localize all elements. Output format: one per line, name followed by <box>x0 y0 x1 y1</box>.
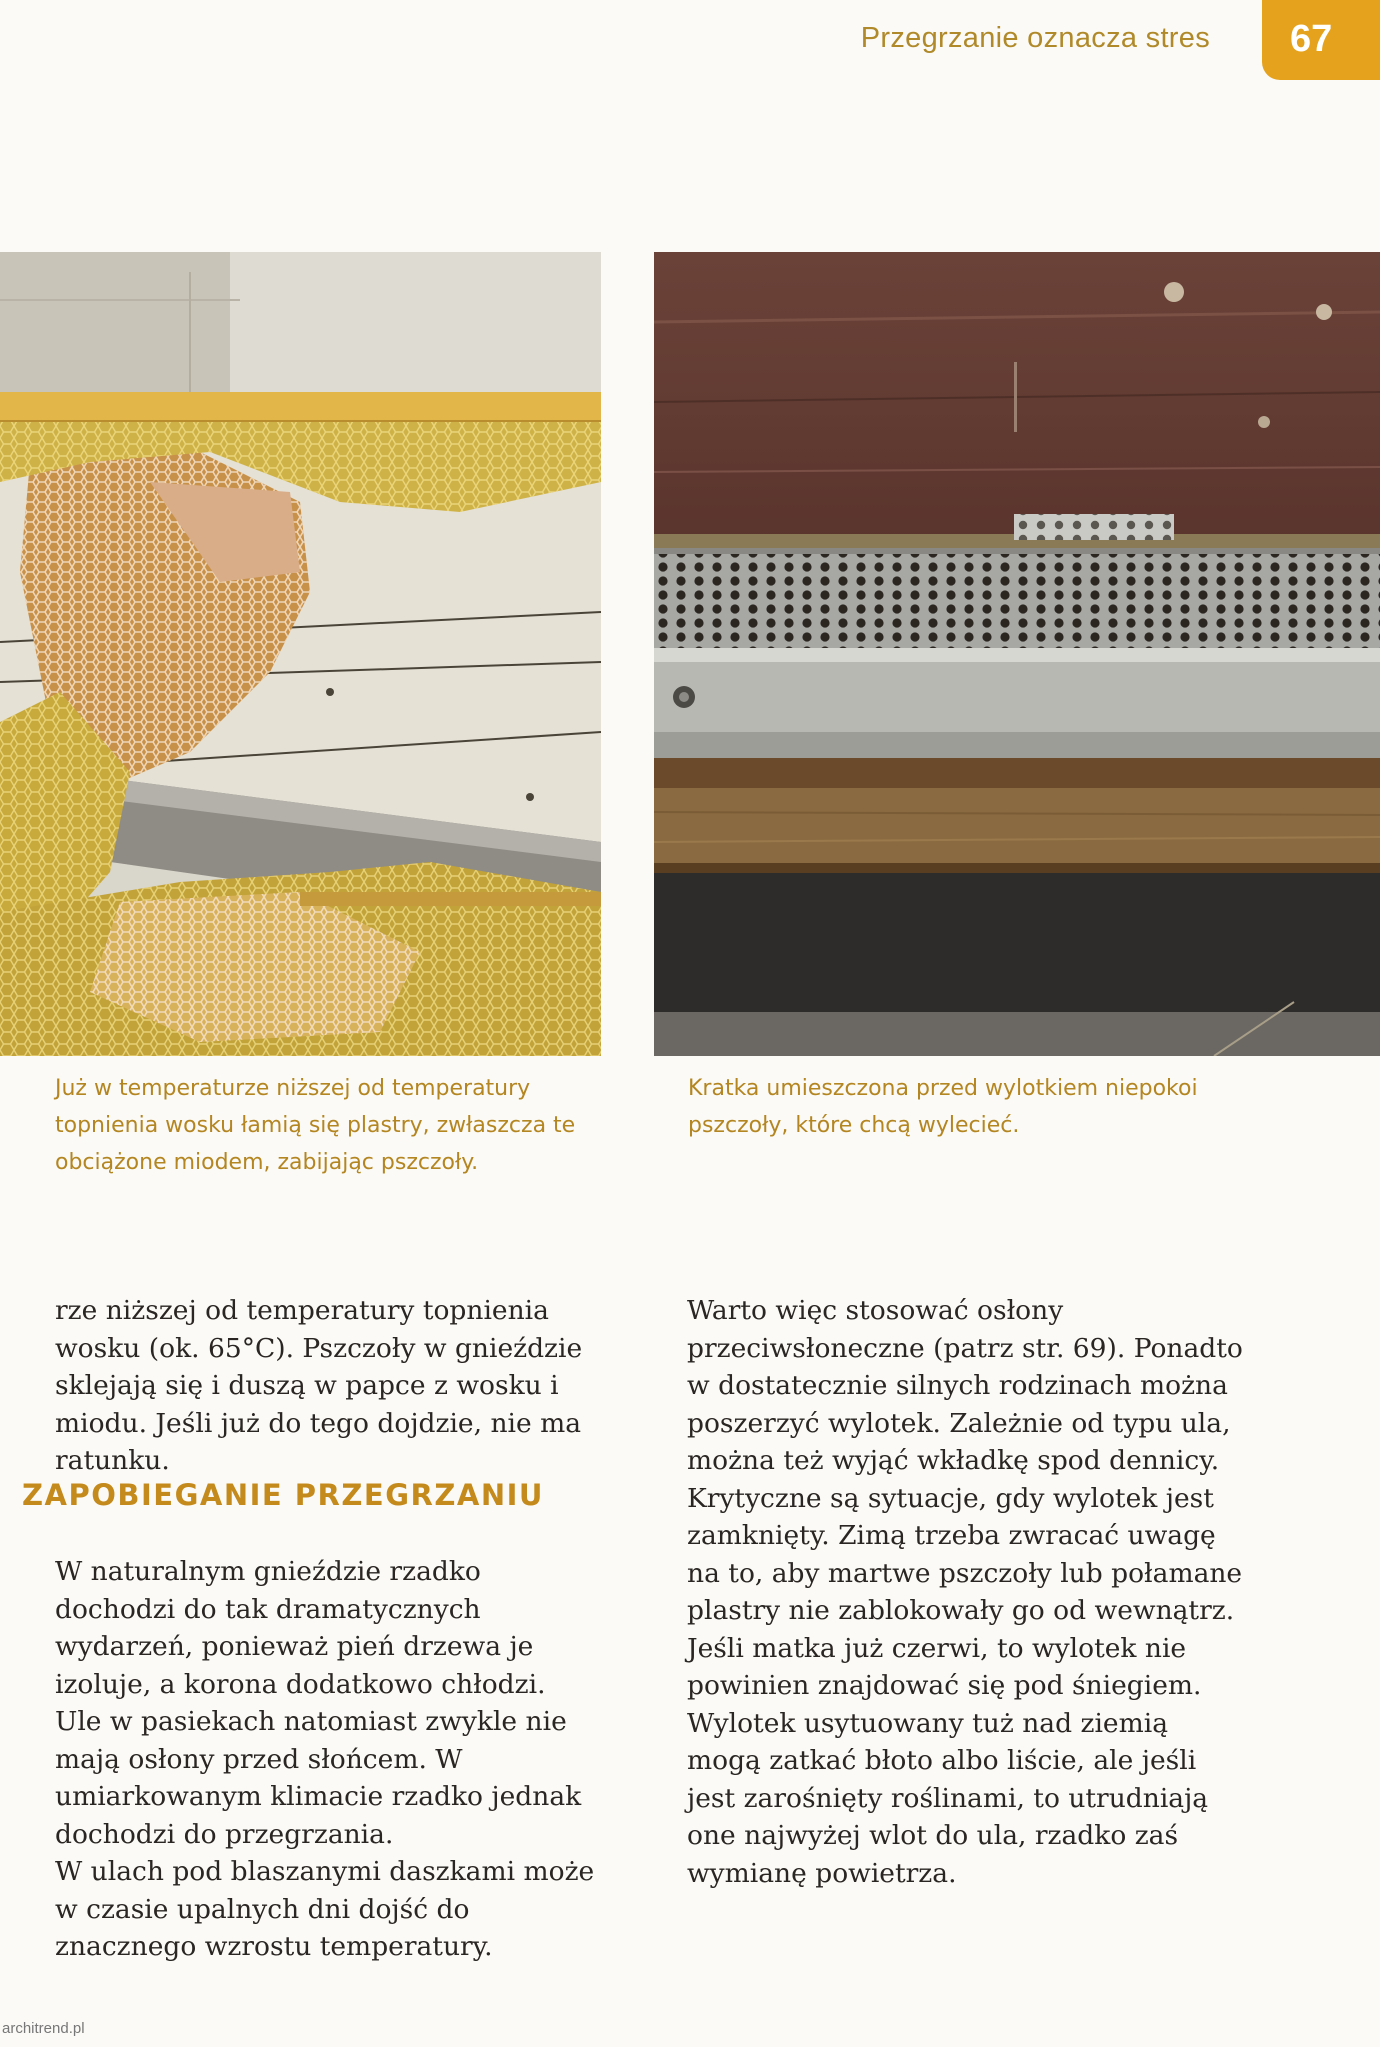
body-column-right <box>687 1292 1247 1892</box>
paragraph-natural-nest: W naturalnym gnieździe rzadko dochodzi do tak dramatycznych wydarzeń, ponieważ pień drzewa je izoluje, a korona dodatkowo chłodzi. Ule w pasiekach natomiast zwykle nie mają osłony przed słońcem. W umiarkowanym klimacie rzadko jednak dochodzi do przegrzania. <box>55 1556 582 1850</box>
page-number: 67 <box>1290 18 1333 60</box>
site-watermark: architrend.pl <box>2 2020 85 2037</box>
figure-caption-right: Kratka umieszczona przed wylotkiem niepokoi pszczoły, które chcą wylecieć. <box>688 1076 1198 1138</box>
photo-broken-honeycomb <box>0 252 601 1056</box>
body-column-left-continuation <box>55 1292 600 1480</box>
paragraph-closed-entrance: Krytyczne są sytuacje, gdy wylotek jest zamknięty. Zimą trzeba zwracać uwagę na to, aby martwe pszczoły lub połamane plastry nie zablokowały go od wewnątrz. Jeśli matka już czerwi, to wylotek nie powinien znajdować się pod śniegiem. Wylotek usytuowany tuż nad ziemią mogą zatkać błoto albo liście, ale jeśli jest zarośnięty roślinami, to utrudniają one najwyżej wlot do ula, rzadko zaś wymianę powietrza. <box>687 1482 1243 1889</box>
paragraph-continuation: rze niższej od temperatury topnienia wosku (ok. 65°C). Pszczoły w gnieździe sklejają się i duszą w papce z wosku i miodu. Jeśli już do tego dojdzie, nie ma ratunku. <box>55 1295 583 1476</box>
paragraph-sun-shields: Warto więc stosować osłony przeciwsłoneczne (patrz str. 69). Ponadto w dostatecznie silnych rodzinach można poszerzyć wylotek. Zależnie od typu ula, można też wyjąć wkładkę spod dennicy. <box>687 1295 1243 1476</box>
photo-hive-entrance-grate <box>654 252 1380 1056</box>
running-header-title: Przegrzanie oznacza stres <box>860 22 1210 54</box>
figure-caption-left: Już w temperaturze niższej od temperatury topnienia wosku łamią się plastry, zwłaszcza te obciążone miodem, zabijając pszczoły. <box>55 1076 576 1175</box>
body-column-left <box>55 1553 600 1966</box>
paragraph-metal-roofs: W ulach pod blaszanymi daszkami może w czasie upalnych dni dojść do znacznego wzrostu temperatury. <box>55 1856 595 1962</box>
section-heading: ZAPOBIEGANIE PRZEGRZANIU <box>22 1478 544 1512</box>
